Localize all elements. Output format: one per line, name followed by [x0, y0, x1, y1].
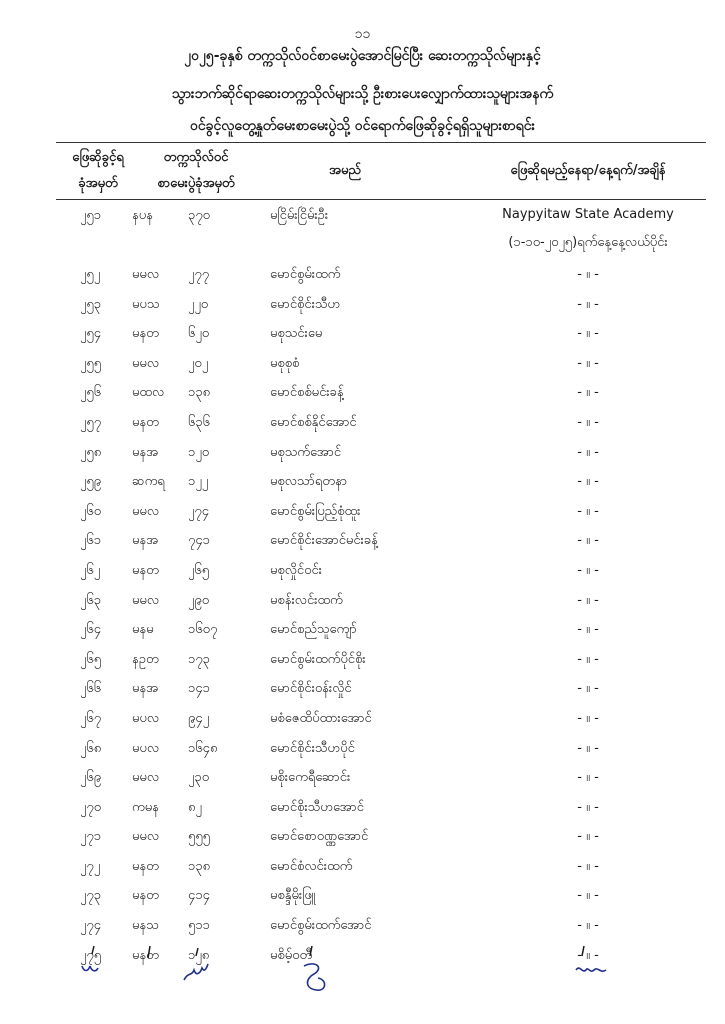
- cell-roll-number: ၆၂၀: [188, 326, 210, 342]
- cell-place: - ။ -: [577, 710, 599, 726]
- cell-roll-prefix: မမလ: [132, 592, 160, 608]
- cell-name: မောင်စွမ်းထက်: [270, 267, 341, 282]
- cell-place: - ။ -: [577, 326, 599, 342]
- cell-roll-number: ၅၁၁: [188, 918, 210, 934]
- cell-place: - ။ -: [577, 355, 599, 371]
- cell-name: မောင်စွမ်းပြည့်စုံထူး: [270, 503, 361, 519]
- signature-3: [178, 946, 218, 986]
- cell-place: - ။ -: [577, 799, 599, 815]
- cell-name: မစိမ့်ဝတီ: [270, 947, 313, 963]
- cell-app-no: ၂၆၀: [80, 503, 102, 519]
- cell-name: မောင်စွမ်းထက်အောင်: [270, 918, 372, 934]
- cell-app-no: ၂၇၅: [80, 947, 102, 963]
- cell-name: မစုသက်အောင်: [270, 444, 342, 460]
- cell-roll-prefix: မနတ: [132, 888, 159, 904]
- signature-4: [296, 944, 336, 996]
- cell-roll-number: ၃၇၀: [188, 208, 210, 223]
- cell-name: မောင်စစ်မင်းခန့်: [270, 385, 344, 401]
- cell-roll-number: ၂၂၀: [188, 296, 209, 312]
- page-number: ၁၁: [354, 26, 371, 42]
- table-body: [0, 202, 725, 971]
- table-row: [0, 291, 725, 321]
- table-row: [0, 350, 725, 380]
- table-row: [0, 616, 725, 646]
- cell-app-no: ၂၆၁: [80, 533, 102, 549]
- title-line-2: သွားဘက်ဆိုင်ရာဆေးတက္ကသိုလ်များသို့ ဦးစားပေးလျှောက်ထားသူများအနက်: [171, 86, 554, 102]
- cell-roll-number: ၁၃၈: [188, 858, 211, 874]
- cell-roll-prefix: မမလ: [132, 503, 160, 519]
- cell-place: - ။ -: [577, 770, 599, 786]
- cell-name: မစုလသာ်ရတနာ: [270, 474, 348, 490]
- table-row: [0, 794, 725, 824]
- signature-1: [78, 944, 108, 980]
- cell-app-no: ၂၇၂: [80, 858, 101, 874]
- signature-2: [140, 944, 160, 964]
- cell-place: - ။ -: [577, 592, 599, 608]
- cell-name: မောင်စိုင်းဝန်းလှိုင်: [270, 681, 352, 697]
- cell-place: - ။ -: [577, 414, 599, 430]
- table-row: [0, 202, 725, 261]
- cell-name: မောင်စည်သူကျော်: [270, 622, 357, 638]
- cell-roll-number: ၂၇၄: [188, 503, 210, 519]
- cell-roll-prefix: မထလ: [132, 385, 165, 401]
- cell-app-no: ၂၅၉: [80, 474, 102, 490]
- cell-roll-number: ၁၃၈: [188, 385, 211, 401]
- cell-name: မစုစုစံ: [270, 355, 300, 371]
- cell-roll-number: ၂၉၀: [188, 592, 210, 608]
- cell-roll-number: ၁၆၄၈: [188, 740, 218, 756]
- cell-roll-prefix: မမလ: [132, 355, 160, 371]
- cell-name: မငြိမ်းငြိမ်းဦး: [270, 208, 329, 223]
- cell-app-no: ၂၆၅: [80, 651, 102, 667]
- cell-roll-prefix: မမလ: [132, 770, 160, 786]
- cell-name: မစံဇေထိပ်ထားအောင်: [270, 710, 372, 726]
- cell-roll-number: ၆၃၆: [188, 414, 210, 430]
- cell-roll-number: ၂၇၇: [188, 267, 210, 282]
- cell-roll-prefix: မပလ: [132, 710, 160, 726]
- cell-roll-prefix: မပသ: [132, 296, 160, 312]
- table-row: [0, 646, 725, 676]
- signatures-area: [0, 944, 725, 1004]
- cell-roll-number: ၁၂၂: [188, 474, 209, 490]
- cell-app-no: ၂၆၃: [80, 592, 102, 608]
- table-row: [0, 557, 725, 587]
- cell-place: [470, 207, 706, 253]
- cell-roll-number: ၂၃၀: [188, 770, 210, 786]
- cell-roll-prefix: မနတ: [132, 414, 159, 430]
- cell-roll-prefix: မနသ: [132, 918, 159, 934]
- cell-roll-number: ၇၄၁: [188, 533, 210, 549]
- cell-roll-number: ၂၀၂: [188, 355, 209, 371]
- cell-roll-number: ၁၄၁: [188, 681, 210, 697]
- table-row: [0, 675, 725, 705]
- cell-roll-number: ၁၂၀: [188, 444, 210, 460]
- cell-roll-prefix: မမလ: [132, 829, 160, 845]
- cell-name: မစိုးကေရီဆောင်း: [270, 770, 351, 786]
- cell-name: မစန်းလင်းထက်: [270, 592, 343, 608]
- header-place: ဖြေဆိုရမည့်နေရာ/နေ့ရက်/အချိန်: [510, 163, 666, 178]
- title-line-1: ၂၀၂၅-ခုနှစ် တက္ကသိုလ်ဝင်စာမေးပွဲအောင်မြင်ပြီး ဆေးတက္ကသိုလ်များနှင့်: [184, 48, 541, 64]
- cell-place: - ။ -: [577, 503, 599, 519]
- cell-name: မောင်စောဝဏ္ဏအောင်: [270, 829, 369, 845]
- cell-place: - ။ -: [577, 681, 599, 697]
- cell-roll-prefix: မမလ: [132, 267, 160, 282]
- cell-name: မောင်စစ်နိုင်အောင်: [270, 414, 357, 430]
- cell-place: - ။ -: [577, 829, 599, 845]
- cell-name: မောင်စိုင်းသီဟပိုင်: [270, 740, 355, 756]
- cell-name: မောင်စွမ်းထက်ပိုင်စိုး: [270, 651, 366, 667]
- cell-roll-number: ၄၁၄: [188, 888, 210, 904]
- header-app-no: [58, 145, 138, 197]
- cell-name: မောင်စိုင်းသီဟ: [270, 296, 341, 312]
- cell-roll-prefix: မနတ: [132, 326, 159, 342]
- cell-name: မောင်စိုးသီဟအောင်: [270, 799, 364, 815]
- cell-roll-number: ၂၆၅: [188, 562, 210, 578]
- table-row: [0, 498, 725, 528]
- table-row: [0, 912, 725, 942]
- cell-place: - ။ -: [577, 385, 599, 401]
- cell-roll-number: ၉၄၂: [188, 710, 210, 726]
- table-row: [0, 705, 725, 735]
- cell-app-no: ၂၅၇: [80, 414, 102, 430]
- cell-name: မစုသင်းမေ: [270, 326, 323, 342]
- cell-place: - ။ -: [577, 947, 599, 963]
- cell-place: - ။ -: [577, 444, 599, 460]
- cell-app-no: ၂၆၂: [80, 562, 101, 578]
- cell-roll-prefix: ကမန: [132, 799, 159, 815]
- cell-app-no: ၂၅၅: [80, 355, 102, 371]
- cell-place: - ။ -: [577, 622, 599, 638]
- table-row: [0, 320, 725, 350]
- cell-app-no: ၂၆၄: [80, 622, 102, 638]
- cell-roll-prefix: မနအ: [132, 681, 159, 697]
- cell-app-no: ၂၅၃: [80, 296, 102, 312]
- cell-roll-prefix: မနမ: [132, 622, 154, 638]
- header-app-no-line1: ဖြေဆိုခွင့်ရ: [72, 150, 124, 165]
- cell-roll-prefix: မပလ: [132, 740, 160, 756]
- cell-place: - ။ -: [577, 533, 599, 549]
- table-top-rule: [56, 142, 706, 143]
- cell-app-no: ၂၅၂: [80, 267, 101, 282]
- cell-roll-number: ၈၂: [188, 799, 202, 815]
- cell-name: မစုလှိုင်ဝင်း: [270, 562, 322, 578]
- cell-roll-prefix: မနတ: [132, 562, 159, 578]
- cell-place: - ။ -: [577, 474, 599, 490]
- cell-place: - ။ -: [577, 562, 599, 578]
- cell-app-no: ၂၇၃: [80, 888, 102, 904]
- cell-roll-prefix: မနတ: [132, 858, 159, 874]
- cell-app-no: ၂၅၁: [80, 208, 102, 223]
- cell-roll-number: ၁၂၈: [188, 947, 210, 963]
- cell-app-no: ၂၇၄: [80, 918, 102, 934]
- cell-place: - ။ -: [577, 740, 599, 756]
- cell-app-no: ၂၆၈: [80, 740, 102, 756]
- cell-place: - ။ -: [577, 651, 599, 667]
- title-line-3: ဝင်ခွင့်လူတွေ့နှုတ်မေးစာမေးပွဲသို့ ဝင်ရောက်ဖြေဆိုခွင့်ရရှိသူများစာရင်း: [189, 118, 536, 134]
- cell-app-no: ၂၆၉: [80, 770, 102, 786]
- cell-roll-prefix: နပန: [132, 208, 153, 223]
- table-header-rule: [56, 199, 706, 200]
- header-app-no-line2: ခုံအမှတ်: [78, 176, 118, 191]
- cell-place: - ။ -: [577, 918, 599, 934]
- table-row: [0, 823, 725, 853]
- table-row: [0, 468, 725, 498]
- table-row: [0, 764, 725, 794]
- venue-name: Naypyitaw State Academy: [502, 207, 674, 222]
- cell-roll-prefix: မနအ: [132, 533, 159, 549]
- cell-roll-prefix: မနတ: [132, 947, 159, 963]
- cell-roll-prefix: မနအ: [132, 444, 159, 460]
- cell-app-no: ၂၆၆: [80, 681, 102, 697]
- cell-place: - ။ -: [577, 888, 599, 904]
- cell-app-no: ၂၇၀: [80, 799, 102, 815]
- cell-roll-number: ၁၇၃: [188, 651, 210, 667]
- table-row: [0, 735, 725, 765]
- table-row: [0, 882, 725, 912]
- header-roll-no-line2: စာမေးပွဲခုံအမှတ်: [157, 176, 235, 191]
- cell-name: မစန္ဒီမိုးဖြူ: [270, 888, 316, 904]
- cell-app-no: ၂၅၄: [80, 326, 102, 342]
- cell-name: မောင်စိုင်းအောင်မင်းခန့်: [270, 533, 378, 549]
- cell-roll-prefix: ဆကရ: [132, 474, 165, 490]
- signature-5: [572, 944, 612, 984]
- cell-place: - ။ -: [577, 858, 599, 874]
- cell-app-no: ၂၆၇: [80, 710, 102, 726]
- cell-roll-number: ၅၅၅: [188, 829, 210, 845]
- header-name: အမည်: [329, 163, 361, 178]
- cell-app-no: ၂၇၁: [80, 829, 102, 845]
- table-row: [0, 379, 725, 409]
- table-row: [0, 853, 725, 883]
- cell-app-no: ၂၅၆: [80, 385, 102, 401]
- table-row: [0, 409, 725, 439]
- cell-roll-number: ၁၆၀၇: [188, 622, 218, 638]
- table-row: [0, 261, 725, 291]
- venue-date-time: (၁-၁၀-၂၀၂၅)ရက်နေ့နေ့လယ်ပိုင်း: [508, 235, 668, 250]
- cell-place: - ။ -: [577, 296, 599, 312]
- table-row: [0, 527, 725, 557]
- header-roll-no: [138, 145, 254, 197]
- cell-name: မောင်စံလင်းထက်: [270, 858, 353, 874]
- table-row: [0, 439, 725, 469]
- cell-app-no: ၂၅၈: [80, 444, 102, 460]
- header-roll-no-line1: တက္ကသိုလ်ဝင်: [163, 150, 229, 165]
- cell-place: - ။ -: [577, 267, 599, 282]
- table-row: [0, 587, 725, 617]
- cell-roll-prefix: နဥတ: [132, 651, 159, 667]
